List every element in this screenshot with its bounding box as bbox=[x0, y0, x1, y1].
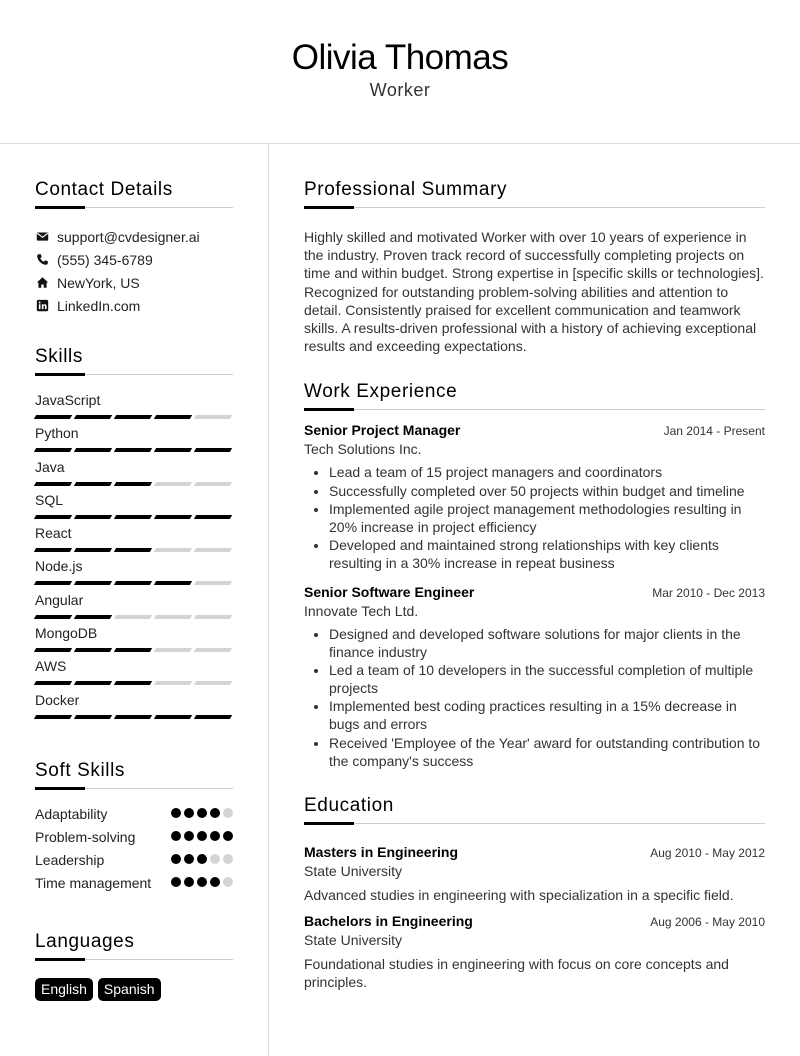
job-bullet: • Implemented agile project management methodologies resulting in 20% increase in project efficiency bbox=[329, 500, 765, 536]
soft-skill-row bbox=[35, 805, 233, 828]
skill-level-segment bbox=[114, 715, 152, 719]
skill-level-segment bbox=[194, 715, 232, 719]
skill-row bbox=[35, 691, 233, 724]
skill-level-segment bbox=[154, 482, 192, 486]
skill-level-segment bbox=[194, 648, 232, 652]
contact-email[interactable] bbox=[35, 225, 233, 248]
job-title: Senior Software Engineer bbox=[304, 583, 475, 600]
skill-level-segment bbox=[114, 681, 152, 685]
skill-level-bar bbox=[35, 548, 233, 552]
skill-name: Java bbox=[35, 458, 65, 475]
skill-row bbox=[35, 458, 233, 491]
skill-level-segment bbox=[154, 515, 192, 519]
skills-section bbox=[35, 345, 233, 724]
skill-level-segment bbox=[74, 715, 112, 719]
skill-level-segment bbox=[194, 515, 232, 519]
section-rule bbox=[304, 206, 765, 208]
column-divider bbox=[268, 143, 269, 1056]
experience-section bbox=[304, 380, 765, 769]
candidate-title: Worker bbox=[369, 80, 431, 100]
soft-skill-row bbox=[35, 851, 233, 874]
skill-level-segment bbox=[194, 482, 232, 486]
skill-row bbox=[35, 557, 233, 590]
skill-level-segment bbox=[34, 648, 72, 652]
rating-dot bbox=[197, 854, 207, 864]
degree-title: Bachelors in Engineering bbox=[304, 912, 473, 929]
job-bullet: • Successfully completed over 50 projects within budget and timeline bbox=[329, 482, 765, 500]
skill-level-bar bbox=[35, 715, 233, 719]
soft-skills-section bbox=[35, 759, 233, 897]
rating-dot bbox=[210, 877, 220, 887]
rating-dot bbox=[223, 877, 233, 887]
soft-skill-name: Adaptability bbox=[35, 805, 108, 822]
contact-heading: Contact Details bbox=[35, 179, 173, 200]
job-dates: Mar 2010 - Dec 2013 bbox=[652, 585, 765, 600]
language-badge: Spanish bbox=[98, 978, 161, 1001]
job-title: Senior Project Manager bbox=[304, 422, 461, 439]
section-rule bbox=[35, 958, 233, 960]
skill-level-segment bbox=[34, 415, 72, 419]
skill-level-segment bbox=[154, 415, 192, 419]
skill-row bbox=[35, 491, 233, 524]
skill-level-segment bbox=[74, 415, 112, 419]
contact-phone-text: (555) 345-6789 bbox=[57, 251, 153, 268]
school-name: State University bbox=[304, 862, 403, 879]
section-rule bbox=[304, 822, 765, 824]
skill-level-segment bbox=[34, 448, 72, 452]
experience-heading: Work Experience bbox=[304, 381, 458, 403]
skill-level-segment bbox=[154, 548, 192, 552]
phone-icon bbox=[35, 253, 49, 267]
soft-skill-row bbox=[35, 874, 233, 897]
soft-skill-name: Problem-solving bbox=[35, 828, 136, 845]
degree-title: Masters in Engineering bbox=[304, 843, 459, 860]
rating-dot bbox=[184, 808, 194, 818]
skill-level-segment bbox=[34, 615, 72, 619]
soft-skill-row bbox=[35, 828, 233, 851]
soft-skill-name: Leadership bbox=[35, 851, 105, 868]
job-dates: Jan 2014 - Present bbox=[663, 424, 765, 439]
skill-level-segment bbox=[114, 415, 152, 419]
skill-name: React bbox=[35, 525, 72, 542]
job-bullet: • Lead a team of 15 project managers and coordinators bbox=[329, 463, 765, 481]
soft-skill-name: Time management bbox=[35, 874, 152, 891]
soft-skills-heading: Soft Skills bbox=[35, 759, 126, 781]
section-rule bbox=[35, 787, 233, 789]
contact-section bbox=[35, 178, 233, 317]
skill-level-segment bbox=[74, 515, 112, 519]
skill-level-segment bbox=[194, 548, 232, 552]
degree-dates: Aug 2010 - May 2012 bbox=[650, 845, 765, 860]
skill-level-segment bbox=[154, 681, 192, 685]
skill-level-segment bbox=[154, 648, 192, 652]
skill-level-segment bbox=[34, 482, 72, 486]
contact-phone[interactable] bbox=[35, 248, 233, 271]
skill-level-segment bbox=[114, 615, 152, 619]
skill-name: AWS bbox=[35, 658, 67, 675]
linkedin-icon bbox=[35, 299, 49, 313]
education-list bbox=[304, 842, 765, 992]
skill-level-segment bbox=[154, 615, 192, 619]
section-rule bbox=[35, 206, 233, 208]
envelope-icon bbox=[35, 230, 49, 244]
skill-level-segment bbox=[34, 581, 72, 585]
skill-level-segment bbox=[114, 548, 152, 552]
skill-name: Node.js bbox=[35, 558, 83, 575]
skill-row bbox=[35, 424, 233, 457]
skill-level-segment bbox=[34, 548, 72, 552]
skill-level-segment bbox=[114, 581, 152, 585]
languages-list bbox=[35, 978, 233, 1001]
languages-section bbox=[35, 930, 233, 1001]
skill-level-segment bbox=[114, 515, 152, 519]
skill-row bbox=[35, 524, 233, 557]
rating-dot bbox=[223, 831, 233, 841]
skill-level-segment bbox=[114, 648, 152, 652]
job-bullet: • Designed and developed software solutions for major clients in the finance industry bbox=[329, 625, 765, 661]
school-name: State University bbox=[304, 931, 403, 948]
rating-dot bbox=[197, 808, 207, 818]
skill-level-segment bbox=[34, 515, 72, 519]
soft-skill-rating bbox=[171, 831, 233, 841]
left-column bbox=[35, 178, 233, 1001]
skill-level-segment bbox=[194, 415, 232, 419]
education-entry bbox=[304, 842, 765, 904]
rating-dot bbox=[197, 877, 207, 887]
skill-name: Python bbox=[35, 425, 79, 442]
skill-level-bar bbox=[35, 482, 233, 486]
contact-list bbox=[35, 225, 233, 317]
job-entry bbox=[304, 420, 765, 572]
job-bullet: • Developed and maintained strong relationships with key clients resulting in a 30% increase in repeat business bbox=[329, 536, 765, 572]
skill-level-bar bbox=[35, 581, 233, 585]
skill-level-segment bbox=[74, 581, 112, 585]
rating-dot bbox=[171, 854, 181, 864]
rating-dot bbox=[210, 854, 220, 864]
skill-level-segment bbox=[114, 482, 152, 486]
skill-row bbox=[35, 591, 233, 624]
soft-skill-rating bbox=[171, 877, 233, 887]
section-rule bbox=[35, 373, 233, 375]
skill-level-segment bbox=[154, 581, 192, 585]
skill-level-segment bbox=[34, 715, 72, 719]
rating-dot bbox=[210, 831, 220, 841]
skill-level-segment bbox=[194, 581, 232, 585]
rating-dot bbox=[171, 831, 181, 841]
rating-dot bbox=[184, 831, 194, 841]
languages-heading: Languages bbox=[35, 930, 135, 952]
contact-email-text: support@cvdesigner.ai bbox=[57, 228, 200, 245]
rating-dot bbox=[184, 877, 194, 887]
skill-level-bar bbox=[35, 448, 233, 452]
education-entry bbox=[304, 911, 765, 991]
job-company: Tech Solutions Inc. bbox=[304, 441, 422, 458]
candidate-name: Olivia Thomas bbox=[291, 38, 509, 77]
skill-level-segment bbox=[74, 615, 112, 619]
language-badge: English bbox=[35, 978, 93, 1001]
summary-heading: Professional Summary bbox=[304, 179, 508, 200]
job-list bbox=[304, 420, 765, 769]
skill-row bbox=[35, 391, 233, 424]
skill-level-segment bbox=[74, 648, 112, 652]
skills-heading: Skills bbox=[35, 346, 83, 367]
rating-dot bbox=[197, 831, 207, 841]
job-bullet: • Implemented best coding practices resulting in a 15% decrease in bugs and errors bbox=[329, 697, 765, 733]
section-rule bbox=[304, 408, 765, 410]
skill-level-segment bbox=[154, 715, 192, 719]
contact-linkedin-text: LinkedIn.com bbox=[57, 297, 141, 314]
rating-dot bbox=[223, 808, 233, 818]
skill-level-segment bbox=[194, 448, 232, 452]
skill-row bbox=[35, 624, 233, 657]
skill-level-bar bbox=[35, 681, 233, 685]
job-bullet: • Led a team of 10 developers in the successful completion of multiple projects bbox=[329, 661, 765, 697]
soft-skill-rating bbox=[171, 854, 233, 864]
soft-skills-list bbox=[35, 805, 233, 897]
skill-level-segment bbox=[194, 615, 232, 619]
rating-dot bbox=[210, 808, 220, 818]
skill-level-segment bbox=[154, 448, 192, 452]
job-company: Innovate Tech Ltd. bbox=[304, 602, 419, 619]
skill-level-segment bbox=[74, 548, 112, 552]
education-section bbox=[304, 794, 765, 992]
resume-header bbox=[0, 0, 800, 144]
job-bullets bbox=[304, 463, 765, 572]
skill-level-bar bbox=[35, 615, 233, 619]
summary-section bbox=[304, 178, 765, 355]
job-bullets bbox=[304, 625, 765, 770]
rating-dot bbox=[171, 808, 181, 818]
skill-name: JavaScript bbox=[35, 392, 101, 408]
skill-level-bar bbox=[35, 415, 233, 419]
skill-level-segment bbox=[74, 482, 112, 486]
contact-linkedin[interactable] bbox=[35, 294, 233, 317]
rating-dot bbox=[171, 877, 181, 887]
skill-level-segment bbox=[114, 448, 152, 452]
rating-dot bbox=[184, 854, 194, 864]
skill-name: Angular bbox=[35, 591, 84, 608]
education-heading: Education bbox=[304, 794, 394, 816]
skill-level-bar bbox=[35, 648, 233, 652]
soft-skill-rating bbox=[171, 808, 233, 818]
skill-level-segment bbox=[74, 448, 112, 452]
skill-level-segment bbox=[74, 681, 112, 685]
contact-location-text: NewYork, US bbox=[57, 274, 140, 291]
skill-level-segment bbox=[34, 681, 72, 685]
skill-row bbox=[35, 657, 233, 690]
skill-name: SQL bbox=[35, 491, 64, 508]
home-icon bbox=[35, 276, 49, 290]
skill-level-segment bbox=[194, 681, 232, 685]
contact-location bbox=[35, 271, 233, 294]
rating-dot bbox=[223, 854, 233, 864]
degree-dates: Aug 2006 - May 2010 bbox=[650, 914, 765, 929]
right-column bbox=[304, 178, 765, 991]
skill-name: MongoDB bbox=[35, 625, 98, 642]
degree-description: Advanced studies in engineering with specialization in a specific field. bbox=[304, 886, 734, 903]
skill-name: Docker bbox=[35, 691, 80, 708]
skills-list bbox=[35, 391, 233, 724]
job-entry bbox=[304, 582, 765, 770]
skill-level-bar bbox=[35, 515, 233, 519]
summary-text: Highly skilled and motivated Worker with over 10 years of experience in the industry. Proven track record of successfully completing projects on time and within budget. Strong expertise in [specific skills or technologies]. Recognized for outstanding problem-solving abilities and attention to detail. Consistently praised for excellent communication and teamwork skills. A results-driven professional with a history of achieving exceptional results and exceeding expectations. bbox=[304, 229, 764, 355]
degree-description: Foundational studies in engineering with focus on core concepts and principles. bbox=[304, 955, 729, 991]
job-bullet: • Received 'Employee of the Year' award for outstanding contribution to the company's success bbox=[329, 734, 765, 770]
